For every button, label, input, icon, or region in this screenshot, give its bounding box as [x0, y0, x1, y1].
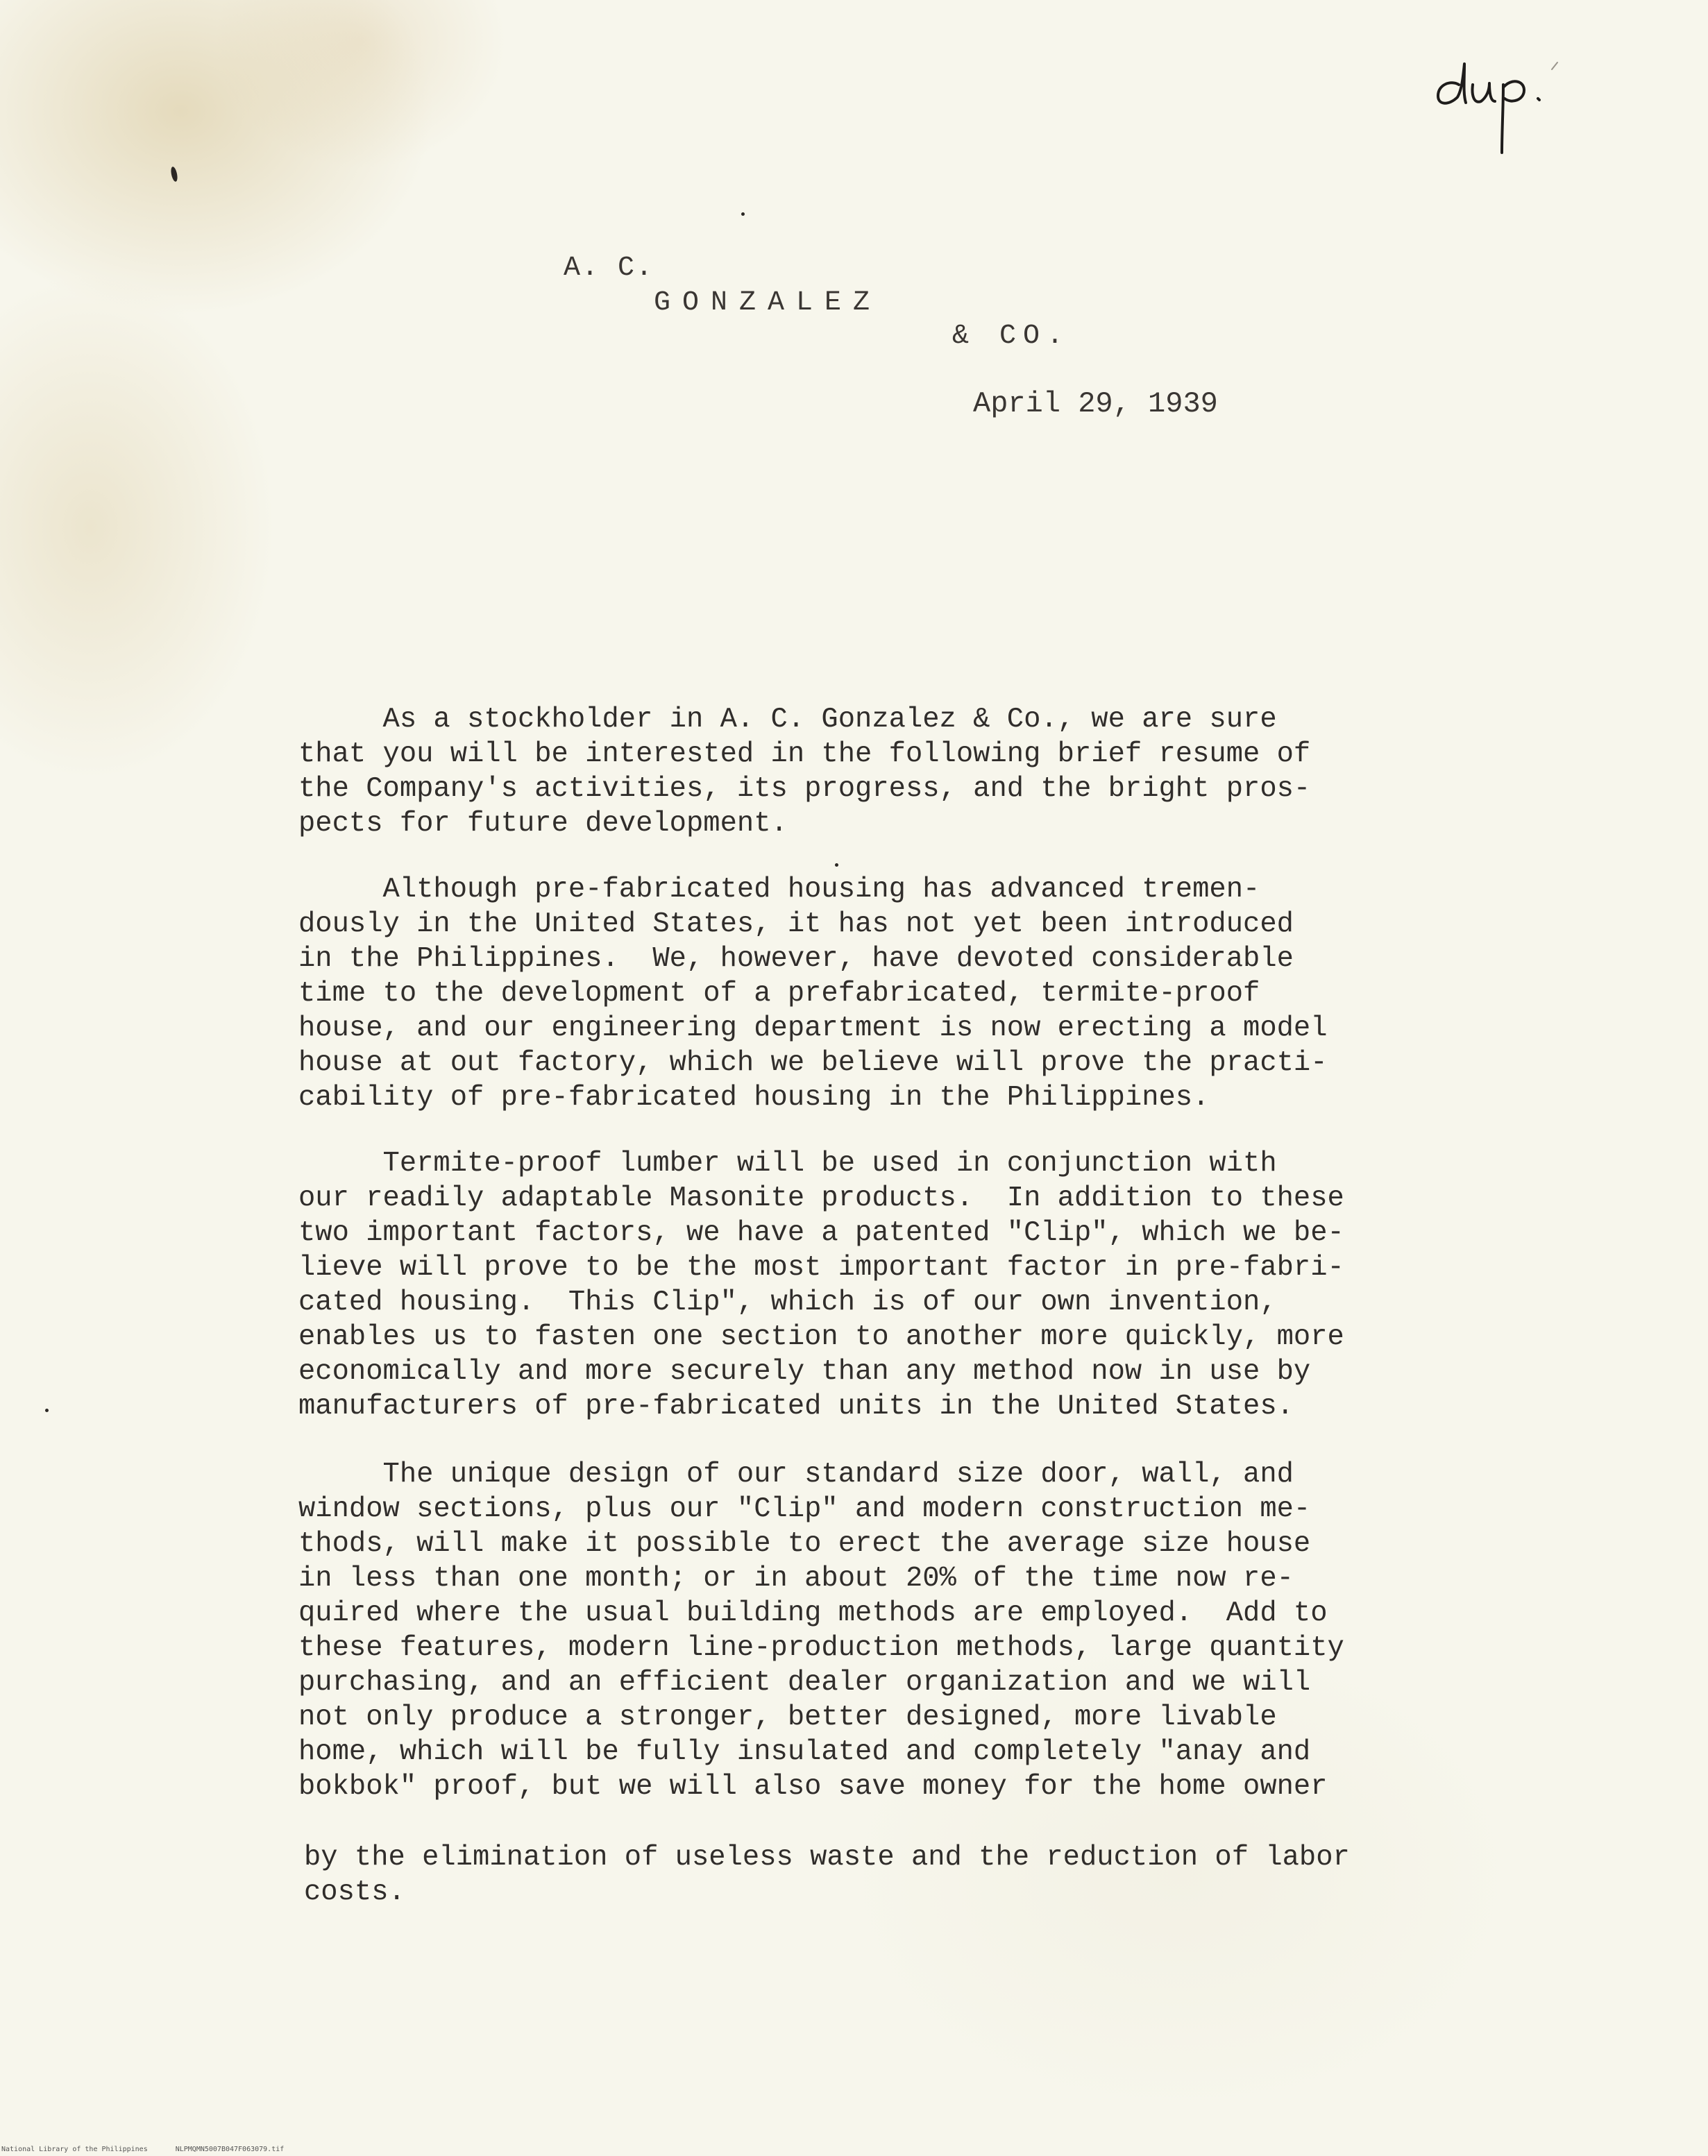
ink-speck — [835, 863, 838, 867]
text-line: thods, will make it possible to erect the average size house — [298, 1528, 1311, 1560]
text-line: house, and our engineering department is now erecting a model — [298, 1012, 1328, 1044]
letterhead-line-3: & CO. — [952, 321, 1071, 352]
text-line: cability of pre-fabricated housing in the Philippines. — [298, 1082, 1210, 1114]
footer-library: National Library of the Philippines — [1, 2146, 148, 2153]
text-line: As a stockholder in A. C. Gonzalez & Co., we are sure — [298, 704, 1277, 736]
text-line: in the Philippines. We, however, have devoted considerable — [298, 943, 1294, 975]
text-line: the Company's activities, its progress, and the bright pros- — [298, 773, 1311, 805]
scan-footer — [1, 2146, 284, 2153]
text-line: in less than one month; or in about 20% of the time now re- — [298, 1563, 1294, 1595]
letterhead-line-2: GONZALEZ — [654, 287, 882, 319]
text-line: Termite-proof lumber will be used in conjunction with — [298, 1148, 1277, 1180]
text-line: dously in the United States, it has not yet been introduced — [298, 908, 1294, 940]
ink-speck — [741, 212, 745, 216]
paragraph-5 — [304, 1840, 1442, 1910]
text-line: The unique design of our standard size door, wall, and — [298, 1459, 1294, 1491]
text-line: time to the development of a prefabricated, termite-proof — [298, 978, 1260, 1010]
text-line: pects for future development. — [298, 808, 788, 840]
ink-speck — [45, 1409, 49, 1412]
text-line: by the elimination of useless waste and the reduction of labor — [304, 1842, 1350, 1874]
text-line: manufacturers of pre-fabricated units in the United States. — [298, 1391, 1294, 1423]
text-line: costs. — [304, 1876, 405, 1908]
text-line: bokbok" proof, but we will also save money for the home owner — [298, 1771, 1328, 1803]
paragraph-2 — [298, 872, 1437, 1115]
text-line: window sections, plus our "Clip" and modern construction me- — [298, 1493, 1311, 1525]
text-line: our readily adaptable Masonite products. In addition to these — [298, 1182, 1344, 1214]
text-line: economically and more securely than any method now in use by — [298, 1356, 1311, 1388]
text-line: Although pre-fabricated housing has advanced tremen- — [298, 874, 1260, 906]
text-line: these features, modern line-production methods, large quantity — [298, 1632, 1344, 1664]
ink-blot — [170, 166, 178, 182]
text-line: not only produce a stronger, better designed, more livable — [298, 1701, 1277, 1733]
paragraph-1 — [298, 702, 1437, 841]
text-line: lieve will prove to be the most important factor in pre-fabri- — [298, 1252, 1344, 1284]
text-line: two important factors, we have a patented "Clip", which we be- — [298, 1217, 1344, 1249]
footer-file-id: NLPMQMN5007B047F063079.tif — [175, 2146, 285, 2153]
letterhead-line-1: A. C. — [564, 253, 654, 284]
handwritten-dup-note — [1423, 42, 1562, 160]
letter-date: April 29, 1939 — [973, 387, 1218, 421]
text-line: quired where the usual building methods are employed. Add to — [298, 1597, 1328, 1629]
text-line: cated housing. This Clip", which is of our own invention, — [298, 1287, 1277, 1318]
text-line: that you will be interested in the following brief resume of — [298, 738, 1311, 770]
paragraph-3 — [298, 1146, 1437, 1424]
paragraph-4 — [298, 1457, 1437, 1804]
text-line: house at out factory, which we believe will prove the practi- — [298, 1047, 1328, 1079]
text-line: enables us to fasten one section to another more quickly, more — [298, 1321, 1344, 1353]
text-line: home, which will be fully insulated and completely "anay and — [298, 1736, 1311, 1768]
text-line: purchasing, and an efficient dealer organization and we will — [298, 1667, 1311, 1699]
